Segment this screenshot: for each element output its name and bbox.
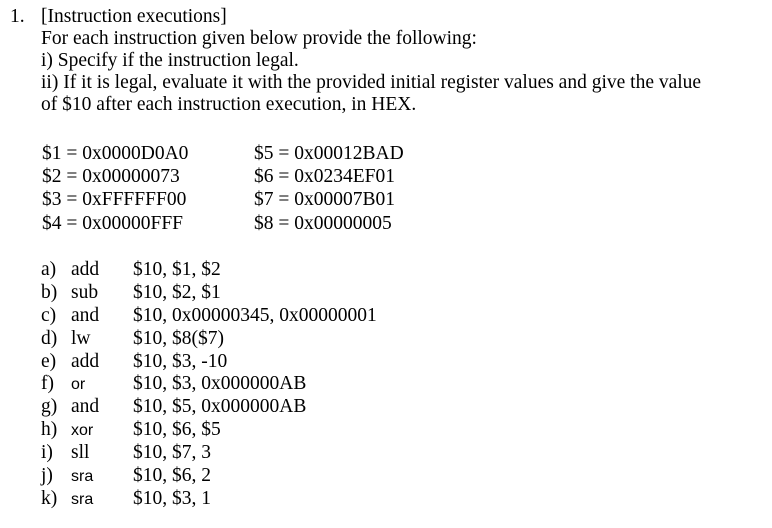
instruction-operands: $10, $5, 0x000000AB: [133, 396, 307, 418]
instruction-line: i) Specify if the instruction legal.: [41, 50, 299, 71]
instruction-operands: $10, $3, 1: [133, 487, 211, 509]
instruction-letter: f): [41, 373, 54, 395]
instruction-letter: a): [41, 259, 57, 280]
instruction-letter: b): [41, 281, 58, 303]
register-values-right: [254, 143, 404, 236]
instruction-opcode: sra: [71, 468, 94, 486]
instruction-letter: g): [41, 396, 58, 418]
register-3: $3 = 0xFFFFFF00: [42, 189, 187, 211]
instruction-letter: e): [41, 350, 57, 372]
instruction-operands: $10, $6, $5: [133, 419, 221, 441]
instruction-operands: $10, $7, 3: [133, 442, 211, 464]
register-2: $2 = 0x00000073: [42, 166, 180, 188]
instruction-opcode: add: [71, 350, 100, 372]
instruction-line: of $10 after each instruction execution, in HEX.: [41, 94, 417, 115]
register-5: $5 = 0x00012BAD: [254, 143, 404, 164]
register-7: $7 = 0x00007B01: [254, 189, 396, 211]
instruction-letter: d): [41, 327, 58, 349]
instruction-letter: i): [41, 442, 53, 464]
question-number: 1.: [10, 6, 25, 27]
register-1: $1 = 0x0000D0A0: [42, 143, 189, 164]
instruction-opcode: xor: [71, 422, 94, 440]
instruction-opcode: sra: [71, 490, 94, 508]
instruction-opcode: lw: [71, 327, 91, 349]
instruction-line: For each instruction given below provide the following:: [41, 28, 477, 49]
instruction-operands: $10, $3, 0x000000AB: [133, 373, 307, 395]
register-4: $4 = 0x00000FFF: [42, 212, 184, 234]
register-values-left: [42, 143, 188, 236]
question-instructions: [41, 28, 761, 116]
question-title: [Instruction executions]: [41, 6, 227, 27]
instruction-operands: $10, $8($7): [133, 327, 224, 349]
instruction-operands: $10, $3, -10: [133, 350, 228, 372]
instruction-letter: j): [41, 465, 53, 487]
instruction-opcode: or: [71, 376, 86, 394]
instruction-letter: c): [41, 304, 57, 326]
instruction-operands: $10, $6, 2: [133, 465, 211, 487]
instruction-operands: $10, $2, $1: [133, 281, 221, 303]
instruction-operands: $10, $1, $2: [133, 259, 221, 280]
instruction-letter: h): [41, 419, 58, 441]
instruction-opcode: sub: [71, 281, 99, 303]
instruction-line: ii) If it is legal, evaluate it with the provided initial register values and give the value: [41, 72, 702, 93]
instruction-opcode: and: [71, 396, 100, 418]
instruction-opcode: and: [71, 304, 100, 326]
instruction-opcode: sll: [71, 442, 90, 464]
register-8: $8 = 0x00000005: [254, 212, 392, 234]
register-6: $6 = 0x0234EF01: [254, 166, 396, 188]
instruction-operands: $10, 0x00000345, 0x00000001: [133, 304, 377, 326]
instruction-opcode: add: [71, 259, 100, 280]
instruction-letter: k): [41, 487, 58, 509]
